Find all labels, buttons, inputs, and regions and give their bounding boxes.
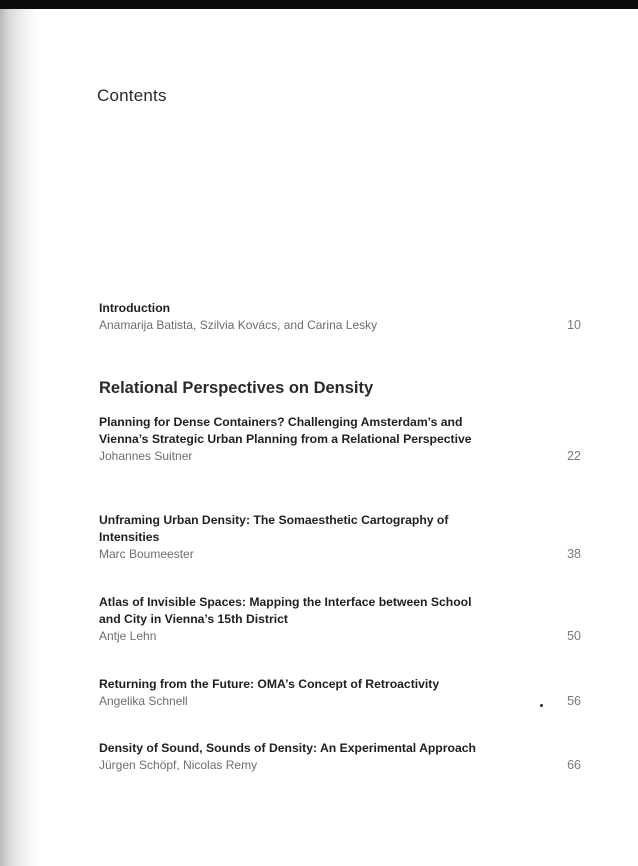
toc-entry-page-number: 38 [567, 547, 581, 561]
toc-entry-introduction[interactable] [99, 300, 589, 333]
page-title: Contents [97, 86, 167, 105]
scan-speck [540, 704, 543, 707]
toc-entry-title: Atlas of Invisible Spaces: Mapping the Interface between School and City in Vienna’s 15th District [99, 595, 472, 626]
toc-entry-authors: Johannes Suitner [99, 449, 193, 463]
toc-entry-title: Planning for Dense Containers? Challenging Amsterdam’s and Vienna’s Strategic Urban Planning from a Relational Perspective [99, 415, 472, 446]
scan-top-edge [0, 0, 638, 9]
toc-entry-title: Introduction [99, 301, 171, 315]
toc-entry-authors: Antje Lehn [99, 629, 157, 643]
toc-entry[interactable] [99, 414, 589, 464]
toc-entry-page-number: 56 [567, 694, 581, 708]
toc-entry[interactable] [99, 740, 589, 773]
toc-entry-authors: Marc Boumeester [99, 547, 194, 561]
toc-entry[interactable] [99, 512, 589, 562]
toc-entry-authors: Jürgen Schöpf, Nicolas Remy [99, 758, 258, 772]
toc-entry[interactable] [99, 594, 589, 644]
book-gutter-shadow [0, 9, 40, 866]
toc-entry-page-number: 10 [567, 318, 581, 332]
toc-entry-title: Density of Sound, Sounds of Density: An Experimental Approach [99, 741, 476, 755]
toc-entry-page-number: 50 [567, 629, 581, 643]
toc-entry-title: Returning from the Future: OMA’s Concept of Retroactivity [99, 677, 440, 691]
toc-entry[interactable] [99, 676, 589, 709]
toc-entry-page-number: 66 [567, 758, 581, 772]
section-heading: Relational Perspectives on Density [99, 379, 374, 397]
toc-entry-title: Unframing Urban Density: The Somaesthetic Cartography of Intensities [99, 513, 449, 544]
toc-entry-authors: Angelika Schnell [99, 694, 188, 708]
toc-entry-page-number: 22 [567, 449, 581, 463]
toc-entry-authors: Anamarija Batista, Szilvia Kovács, and Carina Lesky [99, 318, 378, 332]
